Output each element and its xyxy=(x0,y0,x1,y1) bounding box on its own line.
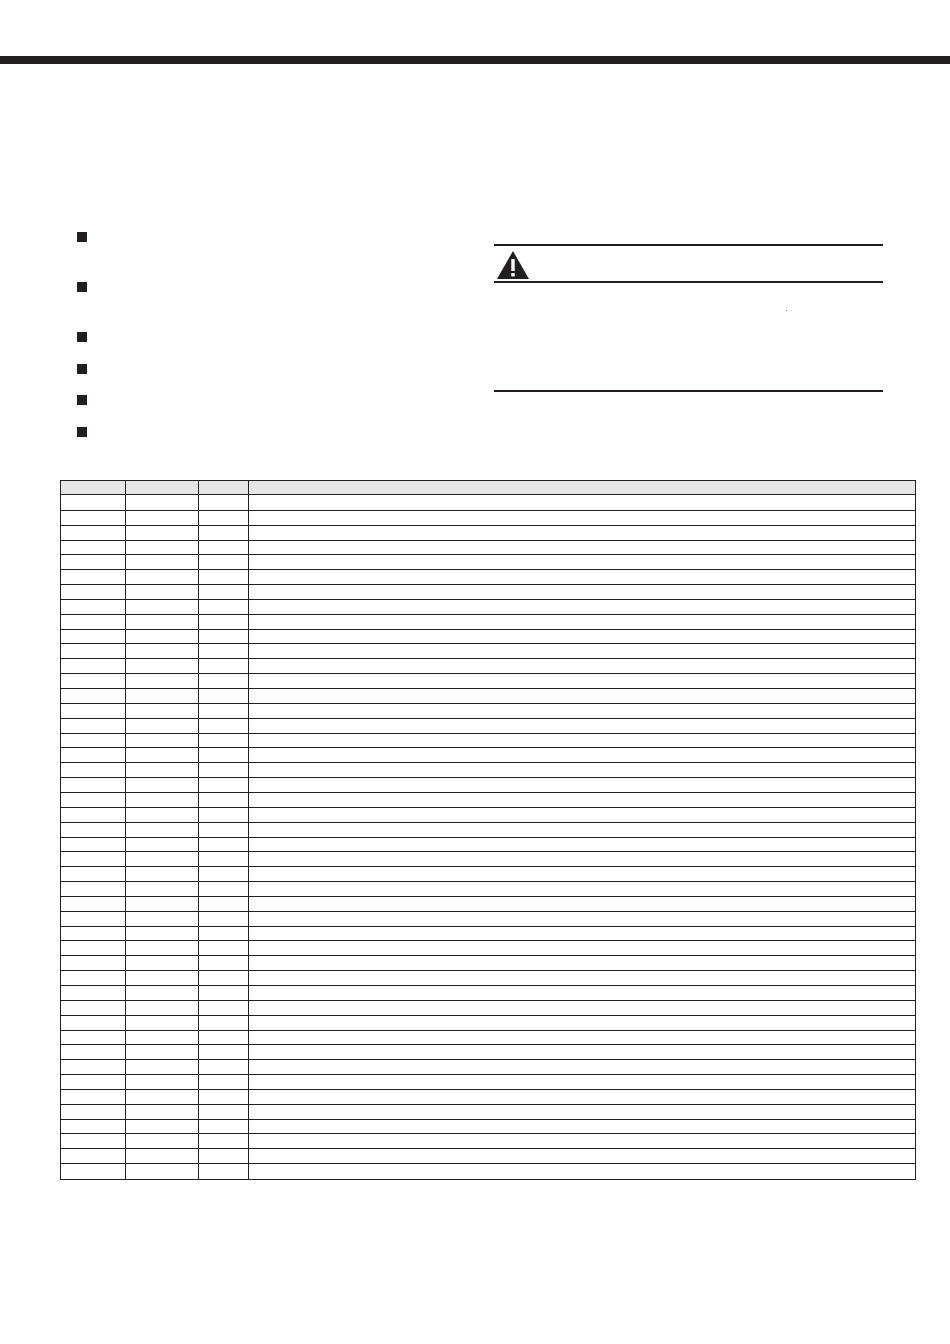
table-row xyxy=(61,1104,915,1105)
table-row xyxy=(61,1030,915,1031)
table-row xyxy=(61,822,915,823)
table-row xyxy=(61,866,915,867)
table-row xyxy=(61,733,915,734)
table-row xyxy=(61,792,915,793)
table-row xyxy=(61,1148,915,1149)
bullet-item xyxy=(77,427,87,437)
table-row xyxy=(61,1163,915,1164)
table-row xyxy=(61,510,915,511)
data-table xyxy=(60,480,916,1180)
table-row xyxy=(61,1044,915,1045)
table-row xyxy=(61,1133,915,1134)
table-row xyxy=(61,1089,915,1090)
table-row xyxy=(61,569,915,570)
table-row xyxy=(61,643,915,644)
table-row xyxy=(61,614,915,615)
table-row xyxy=(61,1059,915,1060)
table-row xyxy=(61,851,915,852)
table-row xyxy=(61,970,915,971)
table-row xyxy=(61,881,915,882)
table-row xyxy=(61,1015,915,1016)
table-row xyxy=(61,703,915,704)
warning-box xyxy=(494,244,883,393)
table-row xyxy=(61,807,915,808)
bullet-item xyxy=(77,332,87,342)
table-row xyxy=(61,837,915,838)
bullet-item xyxy=(77,282,87,292)
table-row xyxy=(61,525,915,526)
table-row xyxy=(61,926,915,927)
table-row xyxy=(61,1000,915,1001)
table-row xyxy=(61,747,915,748)
warning-bottom-rule xyxy=(494,390,883,392)
table-row xyxy=(61,896,915,897)
table-row xyxy=(61,940,915,941)
warning-mark xyxy=(786,310,787,311)
warning-top-rule xyxy=(494,244,883,246)
table-header xyxy=(61,481,915,495)
table-row xyxy=(61,658,915,659)
table-row xyxy=(61,777,915,778)
table-row xyxy=(61,673,915,674)
table-row xyxy=(61,629,915,630)
header-rule xyxy=(0,56,950,64)
bullet-item xyxy=(77,364,87,374)
table-row xyxy=(61,599,915,600)
table-row xyxy=(61,1119,915,1120)
table-row xyxy=(61,955,915,956)
table-row xyxy=(61,985,915,986)
table-row xyxy=(61,718,915,719)
table-row xyxy=(61,584,915,585)
table-row xyxy=(61,762,915,763)
table-row xyxy=(61,911,915,912)
warning-title-rule xyxy=(494,281,883,283)
table-row xyxy=(61,554,915,555)
table-row xyxy=(61,540,915,541)
warning-triangle-icon xyxy=(496,250,530,280)
table-row xyxy=(61,1074,915,1075)
table-row xyxy=(61,688,915,689)
bullet-item xyxy=(77,232,87,242)
bullet-item xyxy=(77,395,87,405)
